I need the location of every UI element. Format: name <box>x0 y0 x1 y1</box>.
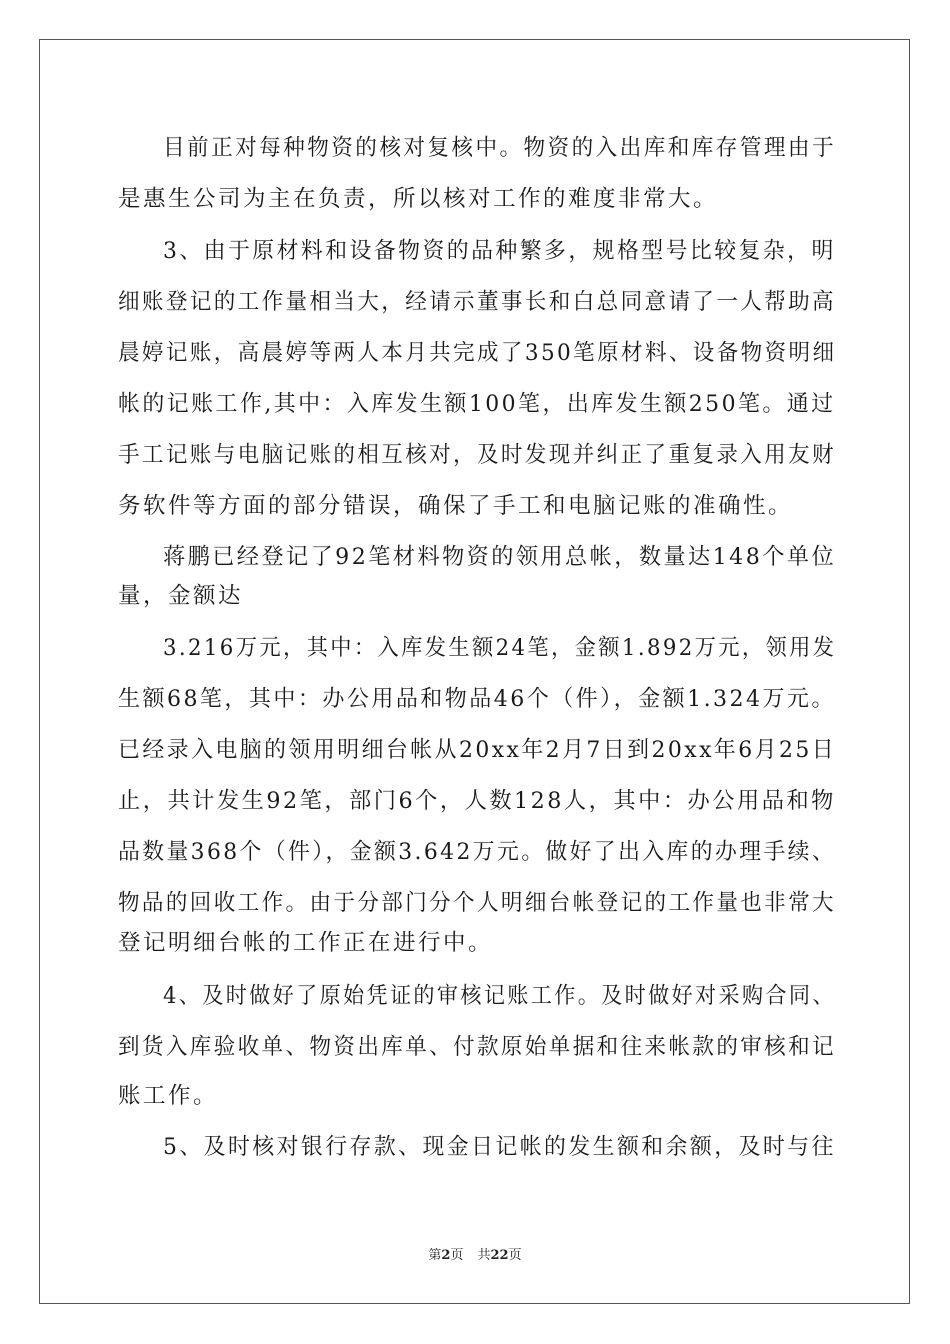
text-line: 5、及时核对银行存款、现金日记帐的发生额和余额，及时与往 <box>163 1134 836 1160</box>
footer-page-suffix: 页 <box>450 1248 464 1263</box>
text-line: 4、及时做好了原始凭证的审核记账工作。及时做好对采购合同、 <box>163 983 836 1009</box>
page-footer <box>0 1244 950 1263</box>
text-line: 手工记账与电脑记账的相互核对，及时发现并纠正了重复录入用友财 <box>118 442 836 468</box>
text-line: 生额68笔，其中：办公用品和物品46个（件），金额1.324万元。 <box>118 686 836 712</box>
text-line: 止，共计发生92笔，部门6个，人数128人，其中：办公用品和物 <box>118 788 836 814</box>
footer-total-pages: 22 <box>490 1248 509 1263</box>
text-line: 目前正对每种物资的核对复核中。物资的入出库和库存管理由于 <box>163 135 836 161</box>
text-line: 账工作。 <box>118 1083 219 1109</box>
footer-page-number: 2 <box>441 1248 451 1263</box>
footer-page-prefix: 第 <box>428 1248 442 1263</box>
text-line: 务软件等方面的部分错误，确保了手工和电脑记账的准确性。 <box>118 493 794 519</box>
text-line: 品数量368个（件），金额3.642万元。做好了出入库的办理手续、 <box>118 839 837 865</box>
page-border <box>39 39 910 1304</box>
footer-total-prefix: 共 <box>477 1248 491 1263</box>
text-line: 3.216万元，其中：入库发生额24笔，金额1.892万元，领用发 <box>163 635 837 661</box>
text-line: 帐的记账工作,其中：入库发生额100笔，出库发生额250笔。通过 <box>118 391 836 417</box>
text-line: 蒋鹏已经登记了92笔材料物资的领用总帐，数量达148个单位 <box>163 544 837 570</box>
text-line: 已经录入电脑的领用明细台帐从20xx年2月7日到20xx年6月25日 <box>118 737 837 763</box>
footer-total-suffix: 页 <box>508 1248 522 1263</box>
text-line: 登记明细台帐的工作正在进行中。 <box>118 930 494 956</box>
text-line: 晨婷记账，高晨婷等两人本月共完成了350笔原材料、设备物资明细 <box>118 340 837 366</box>
text-line: 是惠生公司为主在负责，所以核对工作的难度非常大。 <box>118 186 719 212</box>
text-line: 到货入库验收单、物资出库单、付款原始单据和往来帐款的审核和记 <box>118 1034 836 1060</box>
text-line: 量，金额达 <box>118 583 244 609</box>
text-line: 细账登记的工作量相当大，经请示董事长和白总同意请了一人帮助高 <box>118 289 836 315</box>
text-line: 3、由于原材料和设备物资的品种繁多，规格型号比较复杂，明 <box>163 238 836 264</box>
text-line: 物品的回收工作。由于分部门分个人明细台帐登记的工作量也非常大 <box>118 890 836 916</box>
